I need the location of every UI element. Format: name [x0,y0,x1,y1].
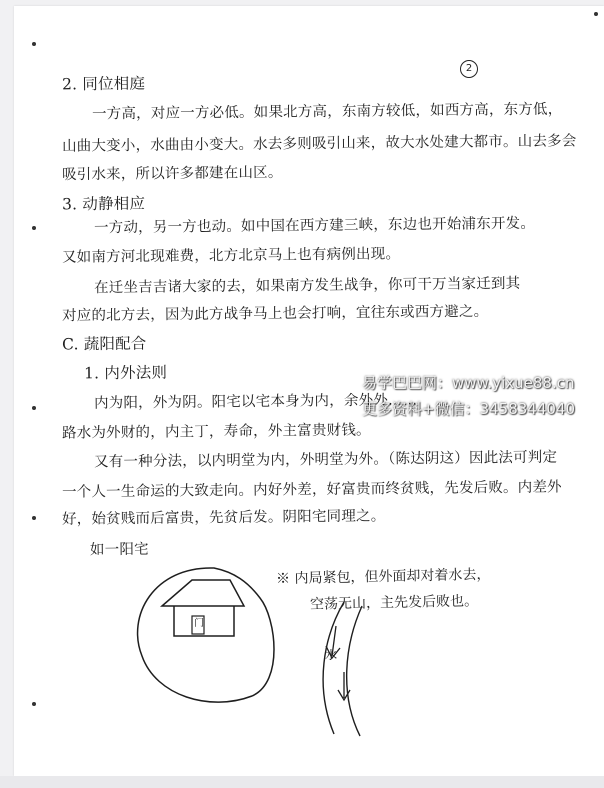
text-line: 山曲大变小，水曲由小变大。水去多则吸引山来，故大水处建大都市。山去多会 [61,133,577,155]
section-heading: 2. 同位相庭 [61,74,146,94]
section-heading: C. 蔬阳配合 [61,334,147,354]
text-line: 一方高，对应一方必低。如果北方高，东南方较低，如西方高，东方低， [91,101,563,123]
text-line: 吸引水来，所以许多都建在山区。 [61,164,283,184]
text-line: 又有一种分法，以内明堂为内，外明堂为外。（陈达阴这）因此法可判定 [93,449,558,471]
watermark-site: 易学巴巴网：www.yixue88.cn [362,374,575,392]
diagram-note: ※ 内局紧包，但外面却对着水去， [275,566,491,588]
house-roof [162,580,244,606]
enclosure-circle [138,568,274,702]
watermark-contact: 更多资料+微信：3458344040 [362,400,576,418]
section-heading: 3. 动静相应 [61,194,146,214]
text-line: 一个人一生命运的大致走向。内好外差，好富贵而终贫贱，先发后败。内差外 [61,479,562,501]
water-arc [323,602,344,734]
door-label: 门 [193,617,205,630]
water-arc [347,606,362,736]
section-heading: 1. 内外法则 [83,363,168,383]
text-line: 在迁坐吉吉诸大家的去，如果南方发生战争，你可干万当家迁到其 [93,275,521,297]
scanned-page [14,6,604,776]
water-label: 水 [324,647,338,663]
text-line: 一方动，另一方也动。如中国在西方建三峡，东边也开始浦东开发。 [93,215,536,237]
text-line: 内为阳，外为阴。阳宅以宅本身为内，余外外…… [93,392,418,412]
viewer-bottom-bar [0,776,604,788]
text-line: 对应的北方去，因为此方战争马上也会打响，宜往东或西方避之。 [61,303,489,325]
text-line: 如一阳宅 [89,541,149,559]
text-line: 好，始贫贱而后富贵，先贫后发。阴阳宅同理之。 [61,508,386,528]
text-line: 路水为外财的，内主丁，寿命，外主富贵财钱。 [61,422,371,442]
text-line: 又如南方河北现难费，北方北京马上也有病例出现。 [61,246,401,266]
page-number: 2 [460,60,478,78]
diagram-note: 空荡无山，主先发后败也。 [309,593,479,613]
